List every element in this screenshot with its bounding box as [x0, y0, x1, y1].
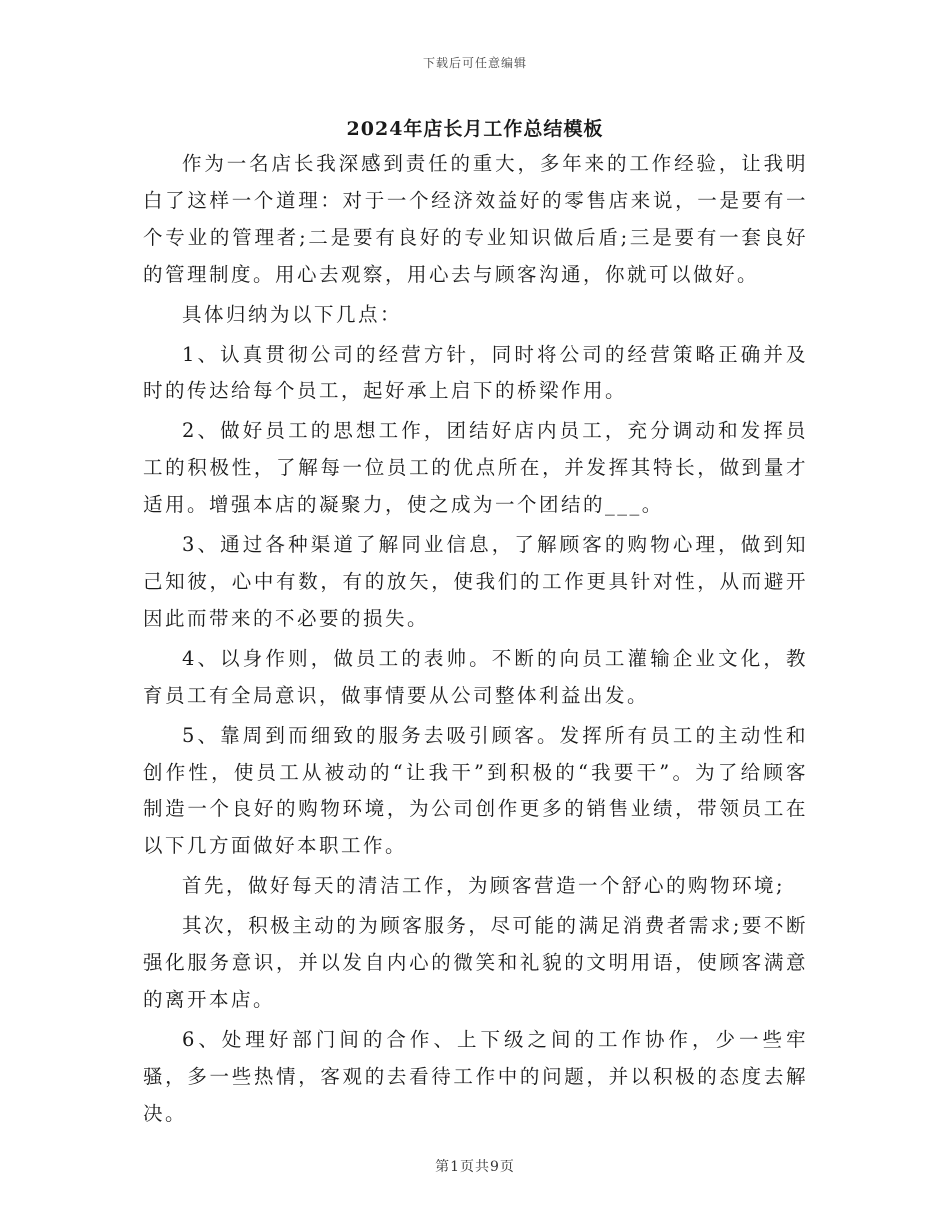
- document-body: [143, 146, 808, 1136]
- paragraph-first: 首先，做好每天的清洁工作，为顾客营造一个舒心的购物环境;: [182, 874, 786, 898]
- paragraph-point-2: 2、做好员工的思想工作，团结好店内员工，充分调动和发挥员工的积极性，了解每一位员工的优点所在，并发挥其特长，做到量才适用。增强本店的凝聚力，使之成为一个团结的___。: [143, 419, 808, 517]
- page-number: 第1页共9页: [435, 1159, 515, 1175]
- paragraph-point-3: 3、通过各种渠道了解同业信息，了解顾客的购物心理，做到知己知彼，心中有数，有的放矢，使我们的工作更具针对性，从而避开因此而带来的不必要的损失。: [143, 533, 808, 630]
- paragraph-point-6: 6、处理好部门间的合作、上下级之间的工作协作，少一些牢骚，多一些热情，客观的去看待工作中的问题，并以积极的态度去解决。: [143, 1027, 808, 1125]
- paragraph-intro: 作为一名店长我深感到责任的重大，多年来的工作经验，让我明白了这样一个道理：对于一个经济效益好的零售店来说，一是要有一个专业的管理者;二是要有良好的专业知识做后盾;三是要有一套良好的管理制度。用心去观察，用心去与顾客沟通，你就可以做好。: [143, 152, 808, 286]
- header-note: 下载后可任意编辑: [422, 56, 527, 70]
- document-title: 2024年店长月工作总结模板: [346, 118, 604, 140]
- paragraph-point-4: 4、以身作则，做员工的表帅。不断的向员工灌输企业文化，教育员工有全局意识，做事情要从公司整体利益出发。: [143, 646, 808, 707]
- paragraph-summary-lead: 具体归纳为以下几点：: [182, 302, 403, 326]
- paragraph-point-1: 1、认真贯彻公司的经营方针，同时将公司的经营策略正确并及时的传达给每个员工，起好承上启下的桥梁作用。: [143, 342, 808, 403]
- paragraph-point-5: 5、靠周到而细致的服务去吸引顾客。发挥所有员工的主动性和创作性，使员工从被动的“让我干”到积极的“我要干”。为了给顾客制造一个良好的购物环境，为公司创作更多的销售业绩，带领员工在以下几方面做好本职工作。: [143, 723, 808, 858]
- paragraph-second: 其次，积极主动的为顾客服务，尽可能的满足消费者需求;要不断强化服务意识，并以发自内心的微笑和礼貌的文明用语，使顾客满意的离开本店。: [143, 914, 808, 1011]
